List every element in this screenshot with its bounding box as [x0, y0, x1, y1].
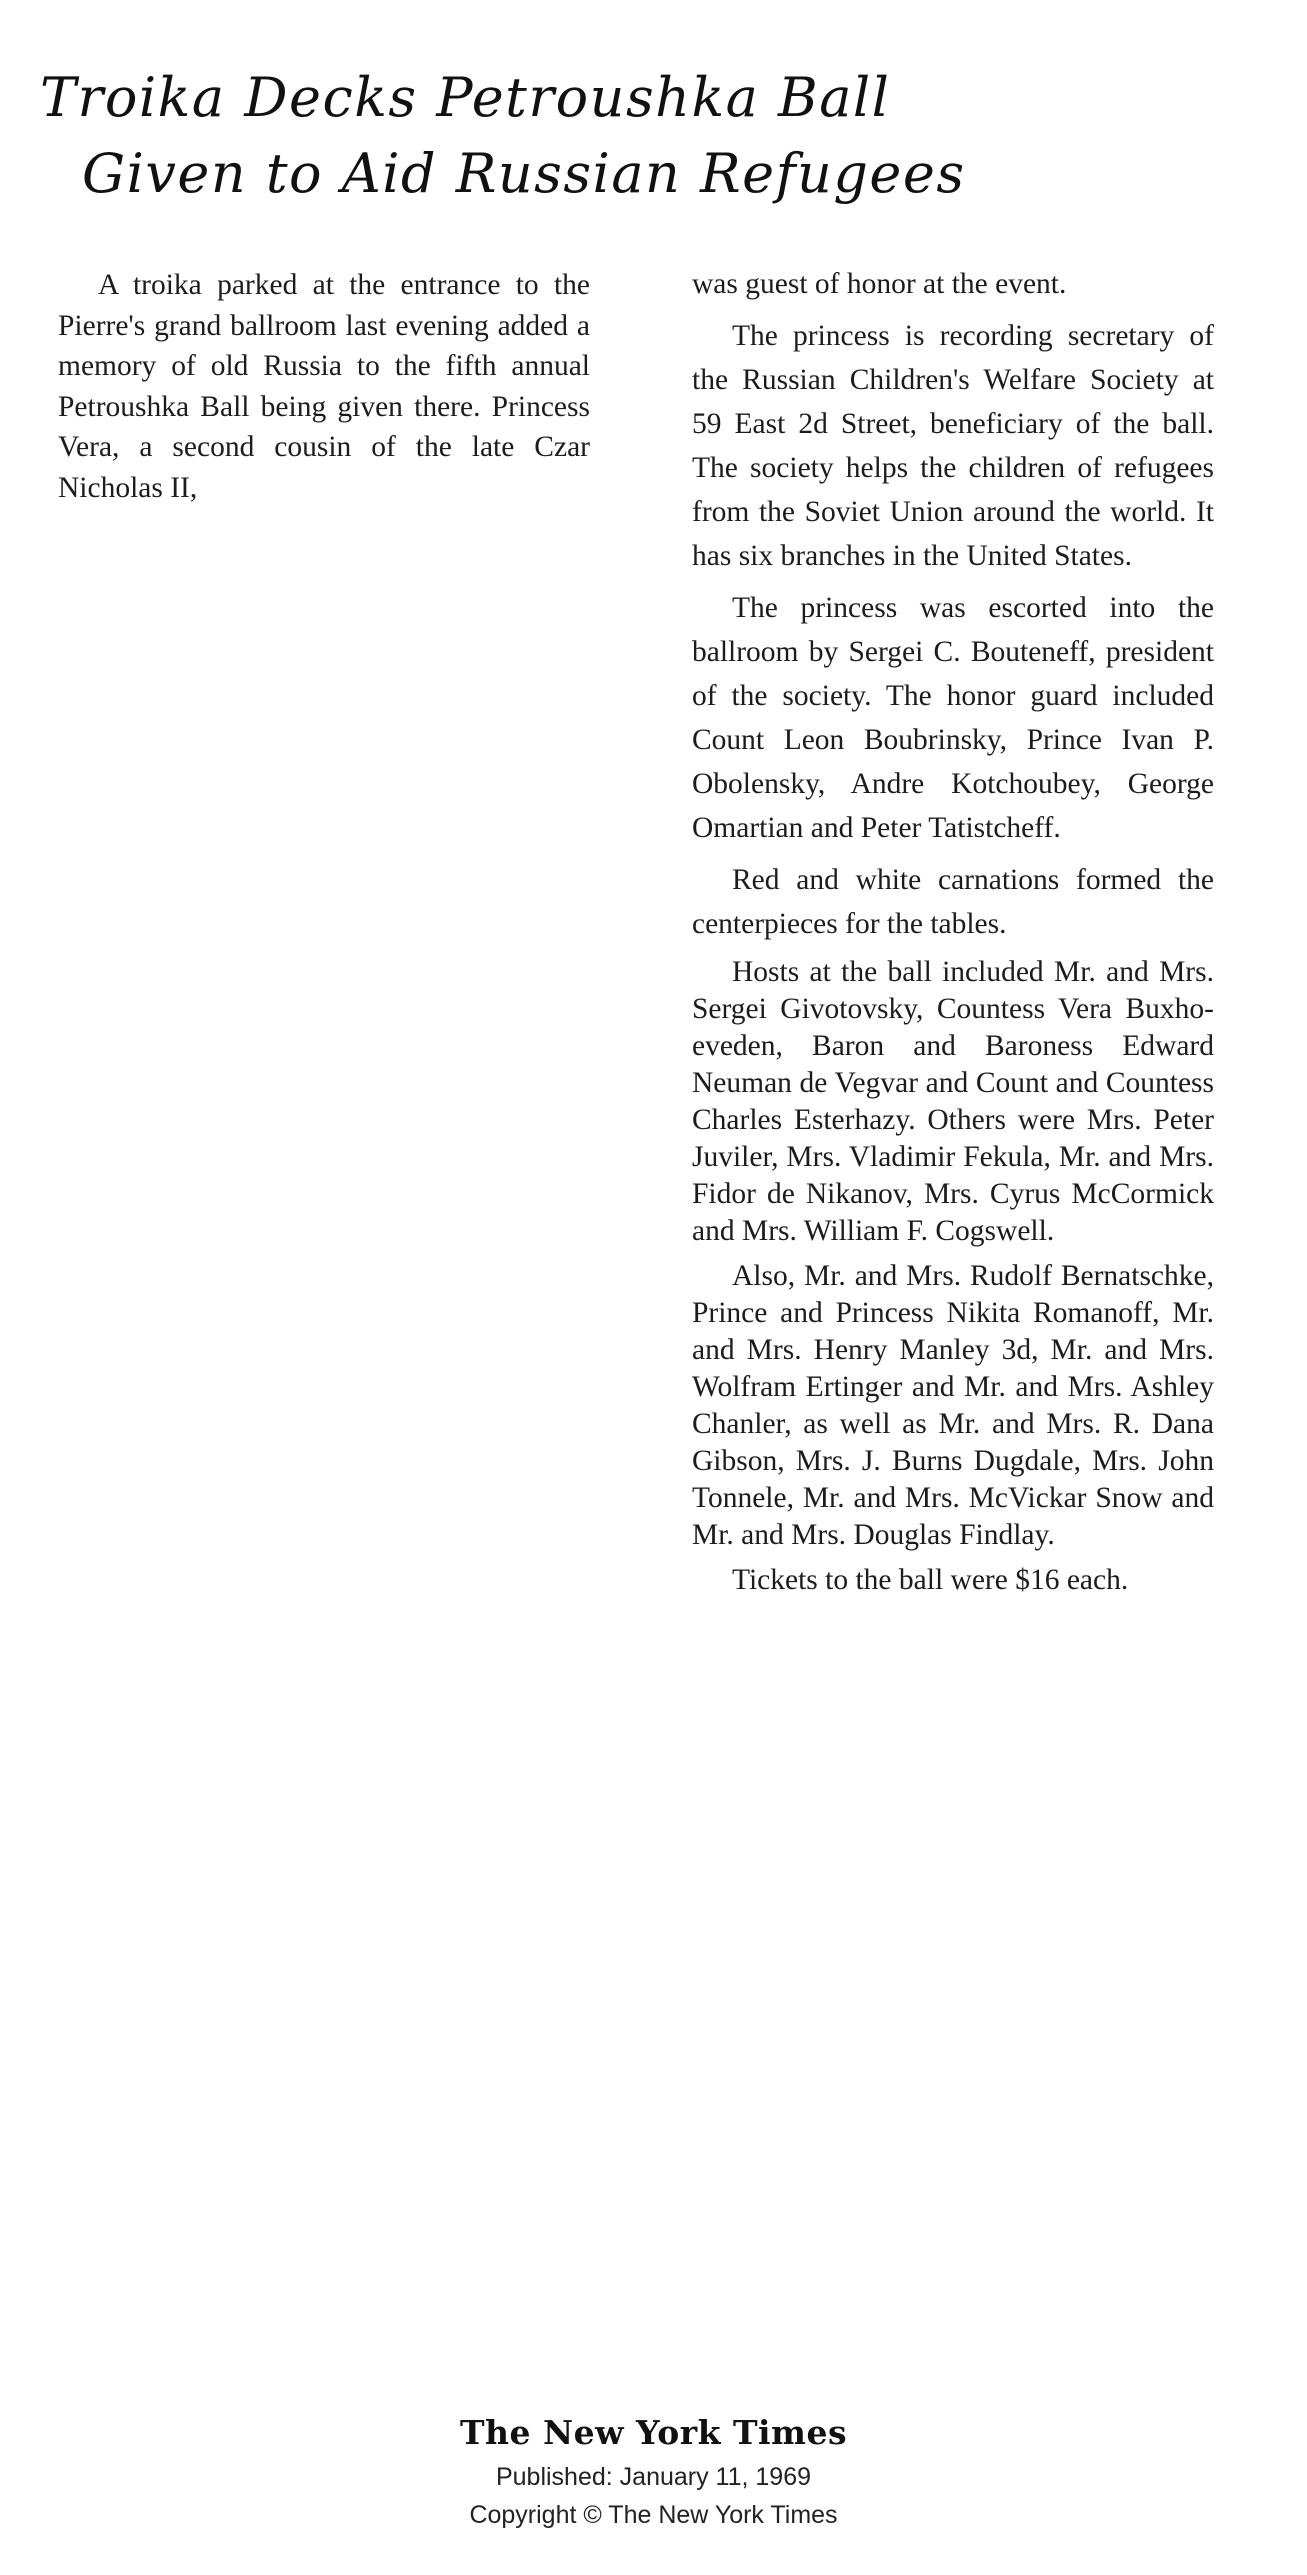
- article-paragraph: Also, Mr. and Mrs. Rudolf Bernatschke, Prince and Princess Nikita Romanoff, Mr. and Mrs. Henry Manley 3d, Mr. and Mrs. Wolfram Ertinger and Mr. and Mrs. Ashley Chanler, as well as Mr. and Mrs. R. Dana Gibson, Mrs. J. Burns Dugdale, Mrs. John Tonnele, Mr. and Mrs. McVickar Snow and Mr. and Mrs. Douglas Findlay.: [692, 1260, 1214, 1551]
- article-paragraph: A troika parked at the entrance to the Pierre's grand ballroom last evening added a memory of old Russia to the fifth annual Petroushka Ball being given there. Princess Vera, a second cousin of the late Czar Nicholas II,: [58, 269, 590, 504]
- article-paragraph: The princess is recording secretary of the Russian Children's Welfare Society at 59 East 2d Street, beneficiary of the ball. The society helps the children of refugees from the Soviet Union around the world. It has six branches in the United States.: [692, 320, 1214, 572]
- headline-line-1: Troika Decks Petroushka Ball: [40, 66, 891, 129]
- article-column-right: [692, 262, 1214, 1599]
- published-date: Published: January 11, 1969: [495, 2463, 812, 2491]
- headline-line-2: Given to Aid Russian Refugees: [82, 142, 966, 205]
- article-paragraph: Red and white carnations formed the centerpieces for the tables.: [692, 864, 1214, 940]
- article-paragraph: Tickets to the ball were $16 each.: [732, 1564, 1129, 1596]
- article-paragraph-continued: was guest of honor at the event.: [692, 268, 1067, 300]
- article-paragraph: The princess was escorted into the ballroom by Sergei C. Bouteneff, president of the society. The honor guard included Count Leon Boubrinsky, Prince Ivan P. Obolensky, Andre Kotchoubey, George Omartian and Peter Tatistcheff.: [692, 592, 1214, 844]
- page-footer: [0, 2408, 1307, 2534]
- copyright-notice: Copyright © The New York Times: [469, 2501, 838, 2529]
- headline: [40, 60, 1280, 212]
- article-column-left: [58, 265, 590, 508]
- article-paragraph: Hosts at the ball included Mr. and Mrs. Sergei Givotovsky, Countess Vera Buxhoeveden, Baron and Baroness Edward Neuman de Vegvar and Count and Countess Charles Esterhazy. Others were Mrs. Peter Juviler, Mrs. Vladimir Fekula, Mr. and Mrs. Fidor de Nikanov, Mrs. Cyrus McCormick and Mrs. William F. Cogswell.: [692, 956, 1214, 1247]
- nyt-masthead-logo: The New York Times: [459, 2413, 848, 2452]
